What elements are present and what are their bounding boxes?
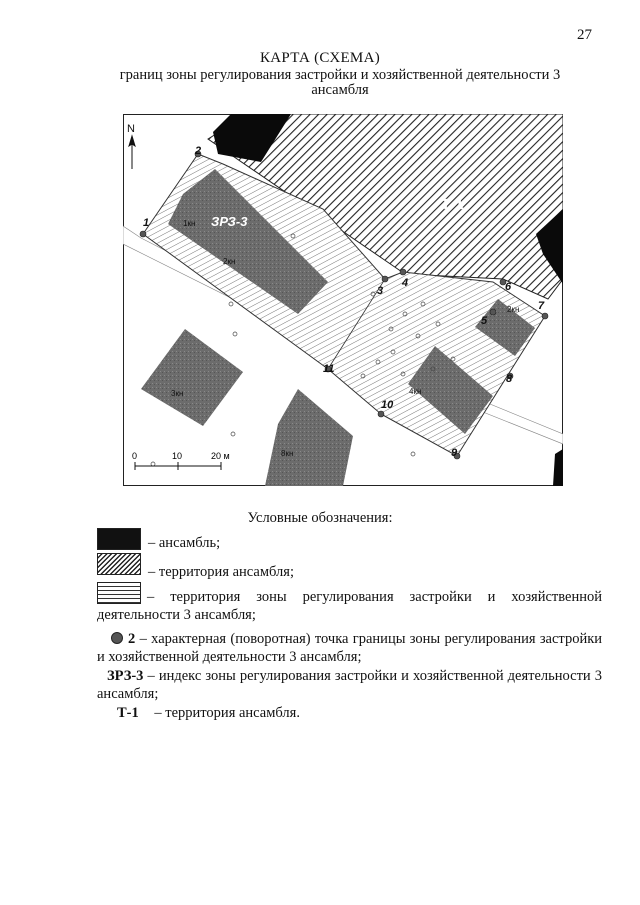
point-label: 11 [323, 363, 335, 375]
legend-t1-row [97, 704, 602, 722]
legend-index-code: ЗРЗ-3 [107, 668, 144, 684]
legend-ensemble: – ансамбль; [148, 535, 221, 551]
building-label: 1кн [183, 219, 196, 228]
building-label: 2кн [507, 305, 520, 314]
building-label: 8кн [281, 449, 294, 458]
legend-swatch-territory [97, 553, 141, 575]
territory-label: Т-1 [441, 196, 464, 213]
scale-zero: 0 [132, 451, 138, 461]
page-subtitle: границ зоны регулирования застройки и хозяйственной деятельности 3 ансамбля [119, 67, 561, 98]
legend-zone: – территория зоны регулирования застройки и хозяйственной деятельности 3 ансамбля; [97, 589, 602, 623]
legend-territory: – территория ансамбля; [148, 564, 294, 580]
legend-swatch-ensemble [97, 528, 141, 550]
page-title: КАРТА (СХЕМА) [259, 50, 381, 66]
legend-point-row [97, 630, 602, 666]
point-label: 7 [538, 300, 545, 312]
legend-point-text: – характерная (поворотная) точка границы зоны регулирования застройки и хозяйственной деятельности 3 ансамбля; [97, 631, 603, 665]
legend-heading: Условные обозначения: [247, 510, 393, 526]
page-number: 27 [577, 27, 592, 43]
legend-point-num: 2 [128, 631, 136, 647]
zone-map [123, 114, 563, 486]
scale-end: 20 м [211, 451, 230, 461]
point-label: 4 [402, 277, 409, 289]
legend-index-row [97, 667, 602, 703]
building-label: 2кн [223, 257, 236, 266]
point-label: 2 [195, 145, 202, 157]
point-label: 9 [451, 447, 458, 459]
north-label: N [127, 123, 135, 135]
point-label: 1 [143, 217, 150, 229]
legend-t1-code: Т-1 [117, 705, 139, 721]
zone-label: ЗРЗ-3 [211, 214, 248, 229]
point-marker-icon [111, 632, 123, 644]
point-label: 8 [506, 373, 513, 385]
point-label: 6 [505, 281, 512, 293]
point-label: 3 [377, 285, 384, 297]
building-label: 4кн [409, 387, 422, 396]
point-label: 10 [381, 399, 394, 411]
legend-index-text: – индекс зоны регулирования застройки и хозяйственной деятельности 3 ансамбля; [97, 668, 602, 702]
building-label: 3кн [171, 389, 184, 398]
scale-mid: 10 [172, 451, 183, 461]
legend-t1-text: – территория ансамбля. [154, 705, 300, 721]
point-label: 5 [481, 315, 488, 327]
